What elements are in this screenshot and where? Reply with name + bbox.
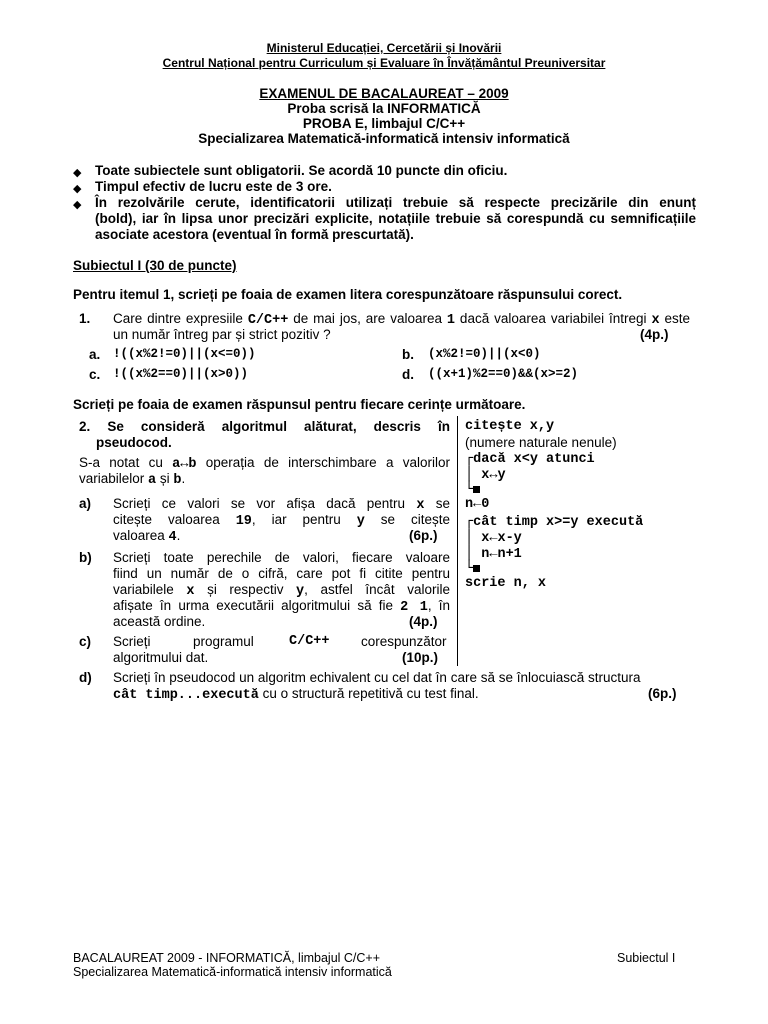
q1-option-b-code: (x%2!=0)||(x<0) xyxy=(428,347,541,361)
q1-option-d-letter: d. xyxy=(402,367,414,382)
pseudo-line1: citește x,y xyxy=(465,419,555,434)
pseudo-line4: │ x↔y xyxy=(465,466,506,483)
q2b-line1: Scrieți toate perechile de valori, fiecare valoare xyxy=(113,550,450,565)
exam-proba: PROBA E, limbajul C/C++ xyxy=(302,116,466,131)
subject-heading: Subiectul I (30 de puncte) xyxy=(73,258,237,273)
instruction-3-line3: asociate acestora (eventual în formă prescurtată). xyxy=(95,227,414,242)
q2-head-line2: pseudocod. xyxy=(96,435,172,450)
exam-title: EXAMENUL DE BACALAUREAT – 2009 xyxy=(259,86,509,101)
q2b-line5: această ordine. xyxy=(113,614,206,629)
q2c-word1: Scrieți xyxy=(113,634,151,649)
q2c-line2: algoritmului dat. xyxy=(113,650,209,665)
pseudo-line7: │ x←x-y xyxy=(465,529,522,546)
instruction-1: Toate subiectele sunt obligatorii. Se acordă 10 puncte din oficiu. xyxy=(95,163,508,178)
q2a-line2: citește valoarea 19, iar pentru y se citește xyxy=(113,512,450,529)
column-divider xyxy=(457,416,458,666)
q2-note-line1: S-a notat cu a↔b operația de interschimbare a valorilor xyxy=(79,455,450,472)
block-bar-icon: │ xyxy=(465,466,482,482)
q1-points: (4p.) xyxy=(640,327,669,342)
instruction-3-line1: În rezolvările cerute, identificatorii utilizați trebuie să respecte precizările din enunț xyxy=(95,195,696,210)
block-end-square-icon xyxy=(473,486,480,493)
q2b-line4: afișate în urma executării algoritmului să fie 2 1, în xyxy=(113,598,450,615)
pseudo-line8: │ n←n+1 xyxy=(465,545,522,562)
exam-specialization: Specializarea Matematică-informatică intensiv informatică xyxy=(198,131,570,146)
q2c-label: c) xyxy=(79,634,92,649)
q2a-line1: Scrieți ce valori se vor afișa dacă pentru x se xyxy=(113,496,450,513)
block-open-icon: ┌ xyxy=(465,513,474,529)
q2b-points: (4p.) xyxy=(409,614,438,629)
pseudo-block-end xyxy=(465,481,480,498)
pseudo-line6: ┌cât timp x>=y execută xyxy=(465,513,644,530)
q1-option-a-code: !((x%2!=0)||(x<=0)) xyxy=(113,347,256,361)
footer-left-line1: BACALAUREAT 2009 - INFORMATICĂ, limbajul C/C++ xyxy=(73,951,381,965)
q1-option-c-letter: c. xyxy=(89,367,101,382)
q1-number: 1. xyxy=(79,311,91,326)
block-bar-icon: │ xyxy=(465,545,482,561)
exam-subtitle: Proba scrisă la INFORMATICĂ xyxy=(287,101,481,116)
bullet-icon: ◆ xyxy=(73,199,82,211)
q2a-points: (6p.) xyxy=(409,528,438,543)
q1-text-line1: Care dintre expresiile C/C++ de mai jos, are valoarea 1 dacă valoarea variabilei întregi x este xyxy=(113,311,690,328)
block-close-icon: └ xyxy=(465,481,474,497)
q2a-line3: valoarea 4. xyxy=(113,528,181,545)
pseudo-line9: scrie n, x xyxy=(465,576,547,591)
q2-head-line1: 2. Se consideră algoritmul alăturat, descris în xyxy=(79,419,450,434)
instruction-3-line2: (bold), iar în lipsa unor precizări explicite, notațiile trebuie să corespundă cu semnificațiile xyxy=(95,211,696,226)
pseudo-line3: ┌dacă x<y atunci xyxy=(465,450,595,467)
block-bar-icon: │ xyxy=(465,529,482,545)
block-close-icon: └ xyxy=(465,560,474,576)
q1-option-d-code: ((x+1)%2==0)&&(x>=2) xyxy=(428,367,579,381)
q2b-label: b) xyxy=(79,550,92,565)
q2b-line3: variabilele x și respectiv y, astfel încât valorile xyxy=(113,582,450,599)
q1-option-c-code: !((x%2==0)||(x>0)) xyxy=(113,367,249,381)
q2d-label: d) xyxy=(79,670,92,685)
item1-intro: Pentru itemul 1, scrieți pe foaia de examen litera corespunzătoare răspunsului corect. xyxy=(73,287,623,302)
q2d-points: (6p.) xyxy=(648,686,677,701)
q2d-line2: cât timp...execută cu o structură repetitivă cu test final. xyxy=(113,686,479,703)
instruction-2: Timpul efectiv de lucru este de 3 ore. xyxy=(95,179,332,194)
bullet-icon: ◆ xyxy=(73,167,82,179)
q2c-word3: C/C++ xyxy=(289,634,330,649)
footer-right: Subiectul I xyxy=(617,951,676,965)
center-header: Centrul Național pentru Curriculum și Evaluare în Învățământul Preuniversitar xyxy=(162,56,606,70)
q2c-word4: corespunzător xyxy=(361,634,447,649)
pseudo-line5: n←0 xyxy=(465,497,490,512)
q2b-line2: fiind un număr de o cifră, care pot fi citite pentru xyxy=(113,566,450,581)
q2a-label: a) xyxy=(79,496,92,511)
q1-option-a-letter: a. xyxy=(89,347,101,362)
footer-left-line2: Specializarea Matematică-informatică intensiv informatică xyxy=(73,965,392,979)
pseudo-block-end-2 xyxy=(465,560,480,577)
q2-note-line2: variabilelor a și b. xyxy=(79,471,186,488)
q2c-word2: programul xyxy=(193,634,254,649)
q1-option-b-letter: b. xyxy=(402,347,414,362)
q2c-points: (10p.) xyxy=(402,650,439,665)
ministry-header: Ministerul Educației, Cercetării și Inovării xyxy=(266,41,502,55)
block-end-square-icon xyxy=(473,565,480,572)
bullet-icon: ◆ xyxy=(73,183,82,195)
pseudo-line2: (numere naturale nenule) xyxy=(465,435,617,450)
q2d-line1: Scrieți în pseudocod un algoritm echivalent cu cel dat în care să se înlocuiască structura xyxy=(113,670,641,685)
q1-text-line2: un număr întreg par și strict pozitiv ? xyxy=(113,327,331,342)
block-open-icon: ┌ xyxy=(465,450,474,466)
answers-intro: Scrieți pe foaia de examen răspunsul pentru fiecare cerințe următoare. xyxy=(73,397,526,412)
